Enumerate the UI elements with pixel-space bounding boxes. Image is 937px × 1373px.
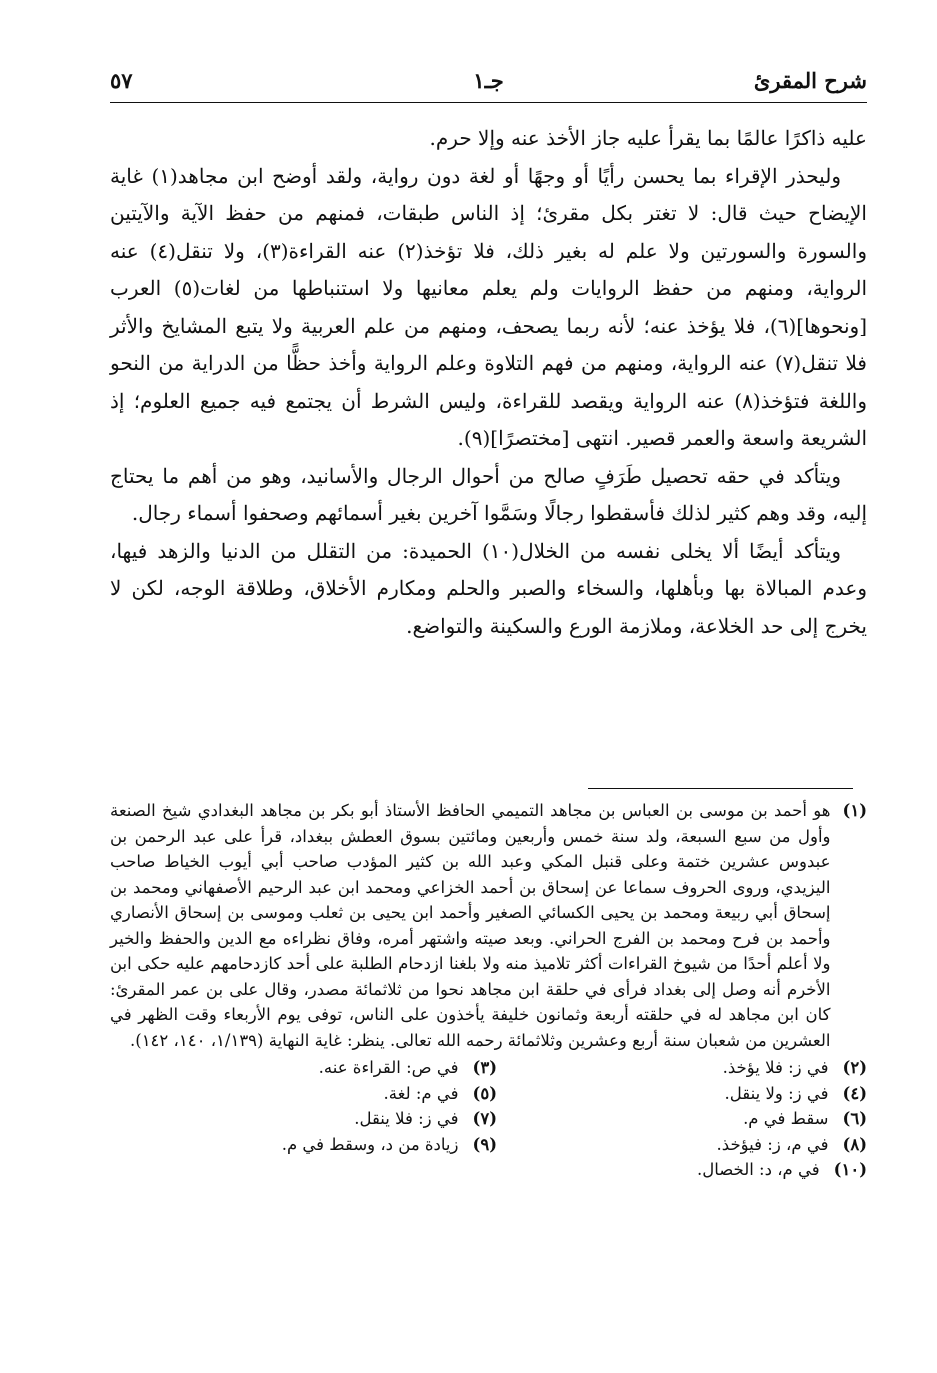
footnote-6 <box>497 1106 867 1132</box>
paragraph: ويتأكد أيضًا ألا يخلى نفسه من الخلال(١٠) الحميدة: من التقلل من الدنيا والزهد فيها، وعدم المبالاة بها وبأهلها، والسخاء والصبر والحلم ومكارم الأخلاق، وطلاقة الوجه، لكن لا يخرج إلى حد الخلاعة، وملازمة الورع والسكينة والتواضع. <box>110 538 867 638</box>
main-text <box>110 120 867 645</box>
footnote-number: (٢) <box>842 1058 867 1077</box>
footnote-number: (١٠) <box>833 1160 867 1179</box>
footnote-text: هو أحمد بن موسى بن العباس بن مجاهد التميمي الحافظ الأستاذ أبو بكر بن مجاهد البغدادي شيخ الصنعة وأول من سبع السبعة، ولد سنة خمس وأربعين ومائتين بسوق العطش ببغداد، قرأ على عبد الرحمن بن عبدوس عشرين ختمة وعلى قنبل المكي وعبد الله بن كثير المؤدب صاحب أبي أيوب الخياط صاحب اليزيدي، وروى الحروف سماعا عن إسحاق بن أحمد الخزاعي ومحمد ابن عبد الرحيم الأصفهاني ومحمد بن إسحاق أبي ربيعة ومحمد بن يحيى الكسائي الصغير وأحمد ابن يحيى بن ثعلب وموسى بن إسحاق الأنصاري وأحمد بن فرح ومحمد بن الفرج الحراني. وبعد صيته واشتهر أمره، وفاق نظراءه مع الدين والحفظ والخير ولا أعلم أحدًا من شيوخ القراءات أكثر تلاميذ منه ولا بلغنا ازدحام الطلبة على أحد كازدحامهم عليه حكى ابن الأخرم أنه وصل إلى بغداد فرأى في حلقة ابن مجاهد نحوا من ثلاثمائة مصدر، وقال على بن عمر المقرئ: كان ابن مجاهد له في حلقته أربعة وثمانون خليفة يأخذون على الناس، توفى يوم الأربعاء وقت الظهر في العشرين من شعبان سنة أربع وعشرين وثلاثمائة رحمه الله تعالى. ينظر: غاية النهاية (١/١٣٩، ١٤٠، ١٤٢). <box>110 801 831 1050</box>
footnote-10 <box>497 1157 867 1183</box>
footnote-text: سقط في م. <box>743 1109 829 1128</box>
footnote-1 <box>110 798 867 1053</box>
footnote-7 <box>110 1106 497 1132</box>
footnote-number: (٧) <box>472 1109 497 1128</box>
footnote-number: (٩) <box>472 1134 497 1154</box>
footnotes <box>110 798 867 1183</box>
footnote-text: في ص: القراءة عنه. <box>318 1058 459 1077</box>
paragraph: ويتأكد في حقه تحصيل طَرَفٍ صالح من أحوال الرجال والأسانيد، وهو من أهم ما يحتاج إليه، وقد وهم كثير لذلك فأسقطوا رجالًا وسَمَّوا آخرين بغير أسمائهم وصحفوا أسماء رجال. <box>110 463 867 525</box>
paragraph: عليه ذاكرًا عالمًا بما يقرأ عليه جاز الأخذ عنه وإلا حرم. <box>429 126 867 150</box>
footnote-9 <box>110 1132 497 1158</box>
footnote-text: في م، د: الخصال. <box>696 1160 820 1179</box>
footnote-2 <box>497 1055 867 1081</box>
footnote-5 <box>110 1081 497 1107</box>
page-number: ٥٧ <box>110 67 133 93</box>
footnote-number: (٦) <box>842 1109 867 1128</box>
footnote-text: زيادة من د، وسقط في م. <box>281 1134 459 1154</box>
volume-label: جـ١ <box>473 67 504 93</box>
footnote-number: (٥) <box>472 1083 497 1103</box>
footnote-text: في ز: ولا ينقل. <box>724 1083 829 1103</box>
footnote-text: في ز: فلا ينقل. <box>354 1109 459 1128</box>
footnote-text: في ز: فلا يؤخذ. <box>722 1058 829 1077</box>
book-title: شرح المقرئ <box>753 67 867 93</box>
footnote-3 <box>110 1055 497 1081</box>
footnote-8 <box>497 1132 867 1158</box>
footnote-text: في م: لغة. <box>383 1083 459 1103</box>
footnote-4 <box>497 1081 867 1107</box>
footnote-number: (٣) <box>472 1058 497 1077</box>
footnote-number: (١) <box>842 801 867 820</box>
footnote-divider <box>588 788 853 789</box>
page-header <box>110 60 867 100</box>
short-footnotes <box>110 1055 867 1183</box>
paragraph: وليحذر الإقراء بما يحسن رأيًا أو وجهًا أو لغة دون رواية، ولقد أوضح ابن مجاهد(١) غاية الإيضاح حيث قال: لا تغتر بكل مقرئ؛ إذ الناس طبقات، فمنهم من حفظ الآية والآيتين والسورة والسورتين ولا علم له بغير ذلك، فلا تؤخذ(٢) عنه القراءة(٣)، ولا تنقل(٤) عنه الرواية، ومنهم من حفظ الروايات ولم يعلم معانيها ولا استنباطها من لغات(٥) العرب [ونحوها](٦)، فلا يؤخذ عنه؛ لأنه ربما يصحف، ومنهم من علم العربية ولا يتبع المشايخ والأثر فلا تنقل(٧) عنه الرواية، ومنهم من فهم التلاوة وعلم الرواية وأخذ حظًّا من الدراية من النحو واللغة فتؤخذ(٨) عنه الرواية ويقصد للقراءة، وليس الشرط أن يجتمع فيه جميع العلوم؛ إذ الشريعة واسعة والعمر قصير. انتهى [مختصرًا](٩). <box>110 163 868 450</box>
header-divider <box>110 102 867 103</box>
footnote-text: في م، ز: فيؤخذ. <box>716 1134 829 1154</box>
footnote-number: (٨) <box>842 1134 867 1154</box>
footnote-number: (٤) <box>842 1083 867 1103</box>
